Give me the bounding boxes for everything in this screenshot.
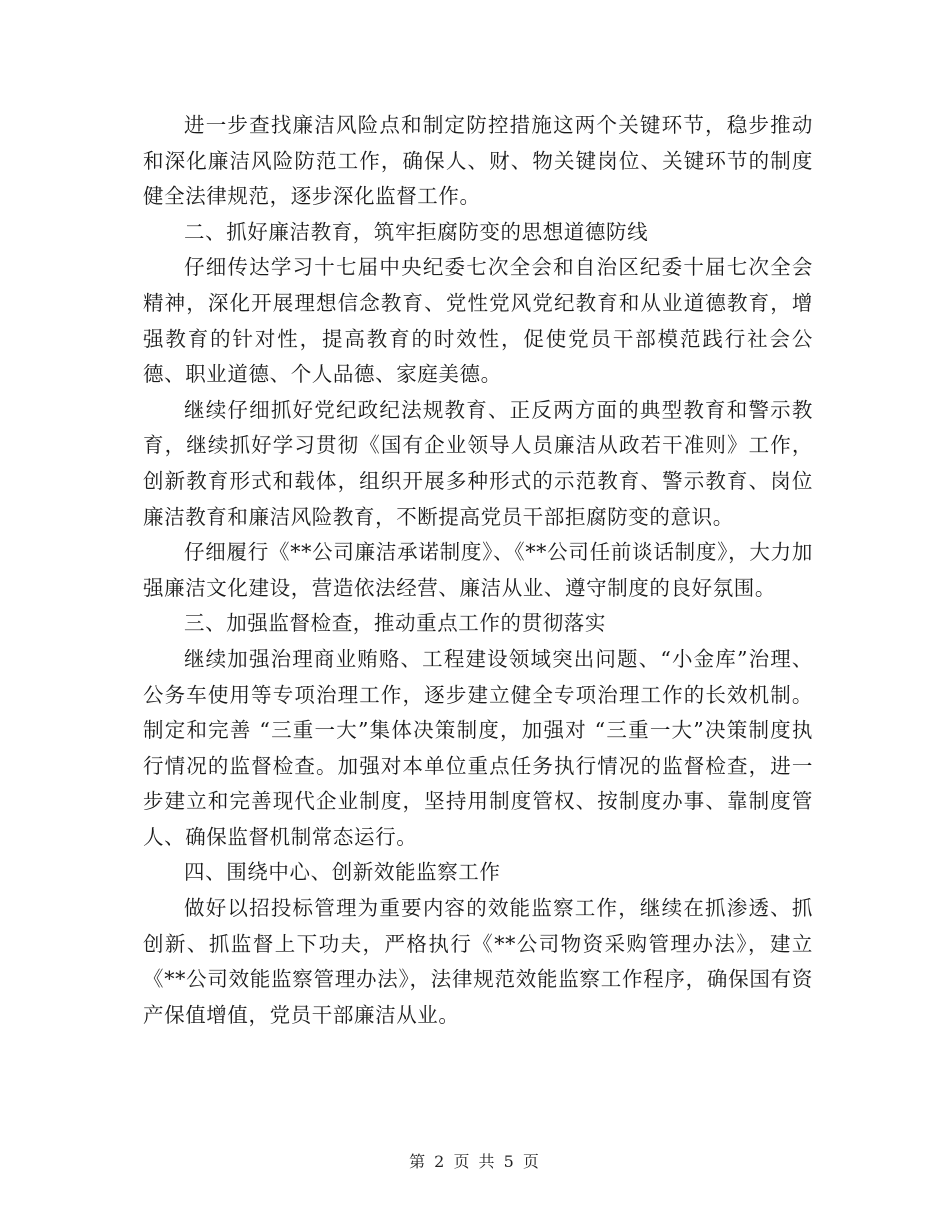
paragraph-risk-prevention: 进一步查找廉洁风险点和制定防控措施这两个关键环节，稳步推动和深化廉洁风险防范工作，确保人、财、物关键岗位、关键环节的制度健全法律规范，逐步深化监督工作。 [143, 113, 813, 209]
paragraph-integrity-culture: 仔细履行《**公司廉洁承诺制度》、《**公司任前谈话制度》，大力加强廉洁文化建设，营造依法经营、廉洁从业、遵守制度的良好氛围。 [143, 540, 813, 600]
document-body [143, 108, 813, 1033]
paragraph-discipline-education: 继续仔细抓好党纪政纪法规教育、正反两方面的典型教育和警示教育，继续抓好学习贯彻《国有企业领导人员廉洁从政若干准则》工作，创新教育形式和载体，组织开展多种形式的示范教育、警示教育、岗位廉洁教育和廉洁风险教育，不断提高党员干部拒腐防变的意识。 [143, 397, 813, 529]
paragraph-efficiency-supervision: 做好以招投标管理为重要内容的效能监察工作，继续在抓渗透、抓创新、抓监督上下功夫，严格执行《**公司物资采购管理办法》，建立《**公司效能监察管理办法》，法律规范效能监察工作程序，确保国有资产保值增值，党员干部廉洁从业。 [143, 896, 813, 1027]
page-number-footer: 第 2 页 共 5 页 [409, 1152, 541, 1171]
section-heading-4: 四、围绕中心、创新效能监察工作 [184, 860, 501, 885]
section-heading-2: 二、抓好廉洁教育，筑牢拒腐防变的思想道德防线 [184, 219, 649, 244]
paragraph-supervision: 继续加强治理商业贿赂、工程建设领域突出问题、“小金库”治理、公务车使用等专项治理工作，逐步建立健全专项治理工作的长效机制。制定和完善 “三重一大”集体决策制度，加强对 “三重一大”决策制度执行情况的监督检查。加强对本单位重点任务执行情况的监督检查，进一步建立和完善现代企业制度，坚持用制度管权、按制度办事、靠制度管人、确保监督机制常态运行。 [143, 646, 813, 849]
paragraph-ideological-education: 仔细传达学习十七届中央纪委七次全会和自治区纪委十届七次全会精神，深化开展理想信念教育、党性党风党纪教育和从业道德教育，增强教育的针对性，提高教育的时效性，促使党员干部模范践行社会公德、职业道德、个人品德、家庭美德。 [143, 255, 813, 387]
section-heading-3: 三、加强监督检查，推动重点工作的贯彻落实 [184, 611, 606, 636]
